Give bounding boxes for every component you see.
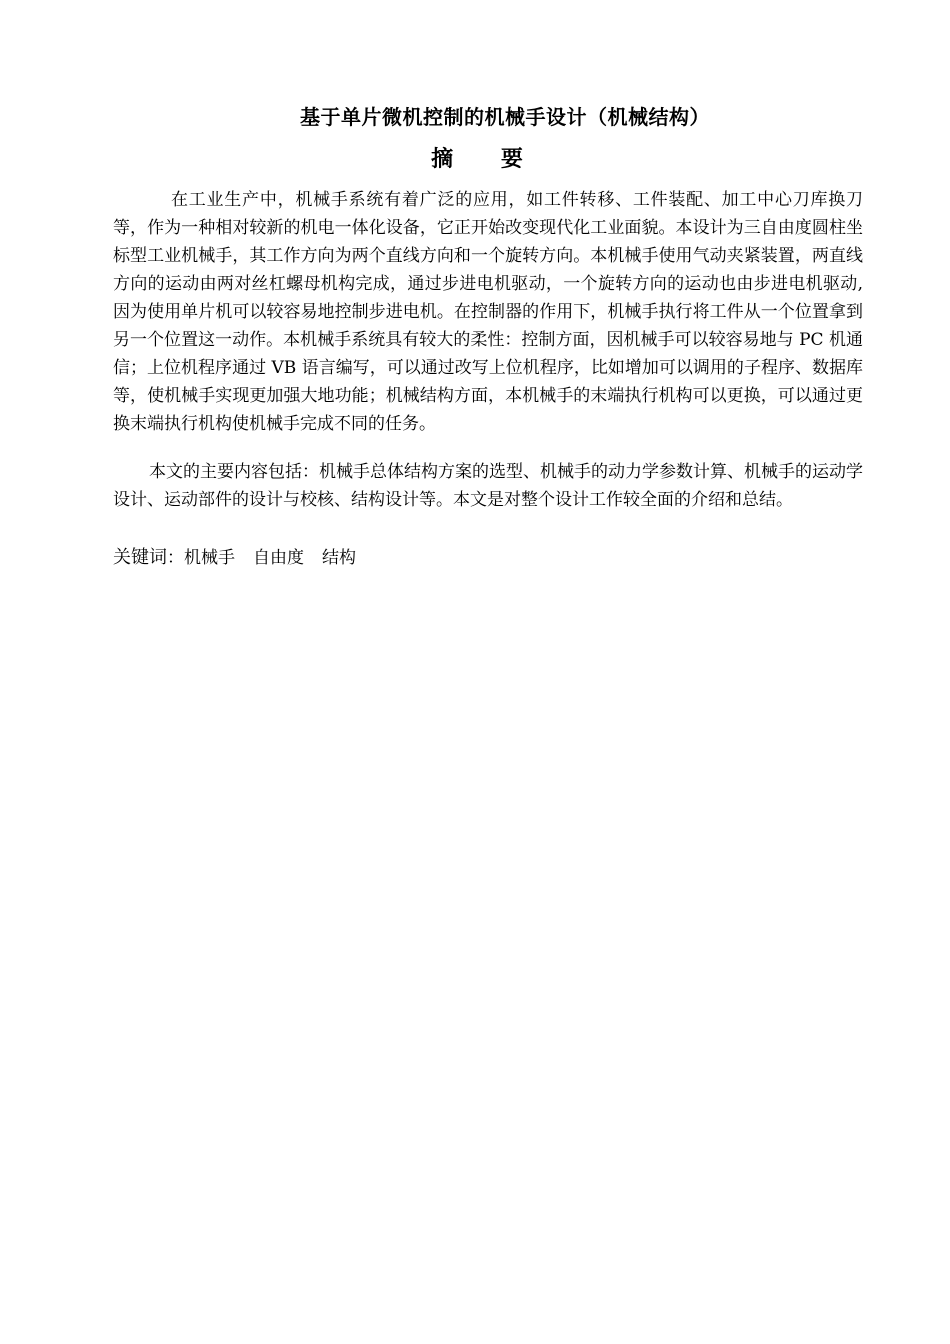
keywords-label: 关键词 [113, 547, 167, 568]
abstract-heading: 摘 要 [431, 147, 543, 172]
document-title: 基于单片微机控制的机械手设计（机械结构） [300, 105, 710, 129]
keywords-line [113, 544, 374, 572]
abstract-paragraph-1: 在工业生产中，机械手系统有着广泛的应用，如工件转移、工件装配、加工中心刀库换刀等，作为一种相对较新的机电一体化设备，它正开始改变现代化工业面貌。本设计为三自由度圆柱坐标型工业机械手，其工作方向为两个直线方向和一个旋转方向。本机械手使用气动夹紧装置，两直线方向的运动由两对丝杠螺母机构完成，通过步进电机驱动，一个旋转方向的运动也由步进电机驱动,因为使用单片机可以较容易地控制步进电机。在控制器的作用下，机械手执行将工件从一个位置拿到另一个位置这一动作。本机械手系统具有较大的柔性：控制方面，因机械手可以较容易地与 PC 机通信；上位机程序通过 VB 语言编写，可以通过改写上位机程序，比如增加可以调用的子程序、数据库等，使机械手实现更加强大地功能；机械结构方面，本机械手的末端执行机构可以更换，可以通过更换末端执行机构使机械手完成不同的任务。 [113, 190, 863, 434]
keyword-item: 自由度 [253, 548, 304, 568]
abstract-paragraph-2: 本文的主要内容包括：机械手总体结构方案的选型、机械手的动力学参数计算、机械手的运动学设计、运动部件的设计与校核、结构设计等。本文是对整个设计工作较全面的介绍和总结。 [113, 462, 863, 510]
keywords-colon: ： [167, 548, 184, 568]
keyword-item: 机械手 [184, 548, 235, 568]
keyword-item: 结构 [322, 548, 356, 568]
